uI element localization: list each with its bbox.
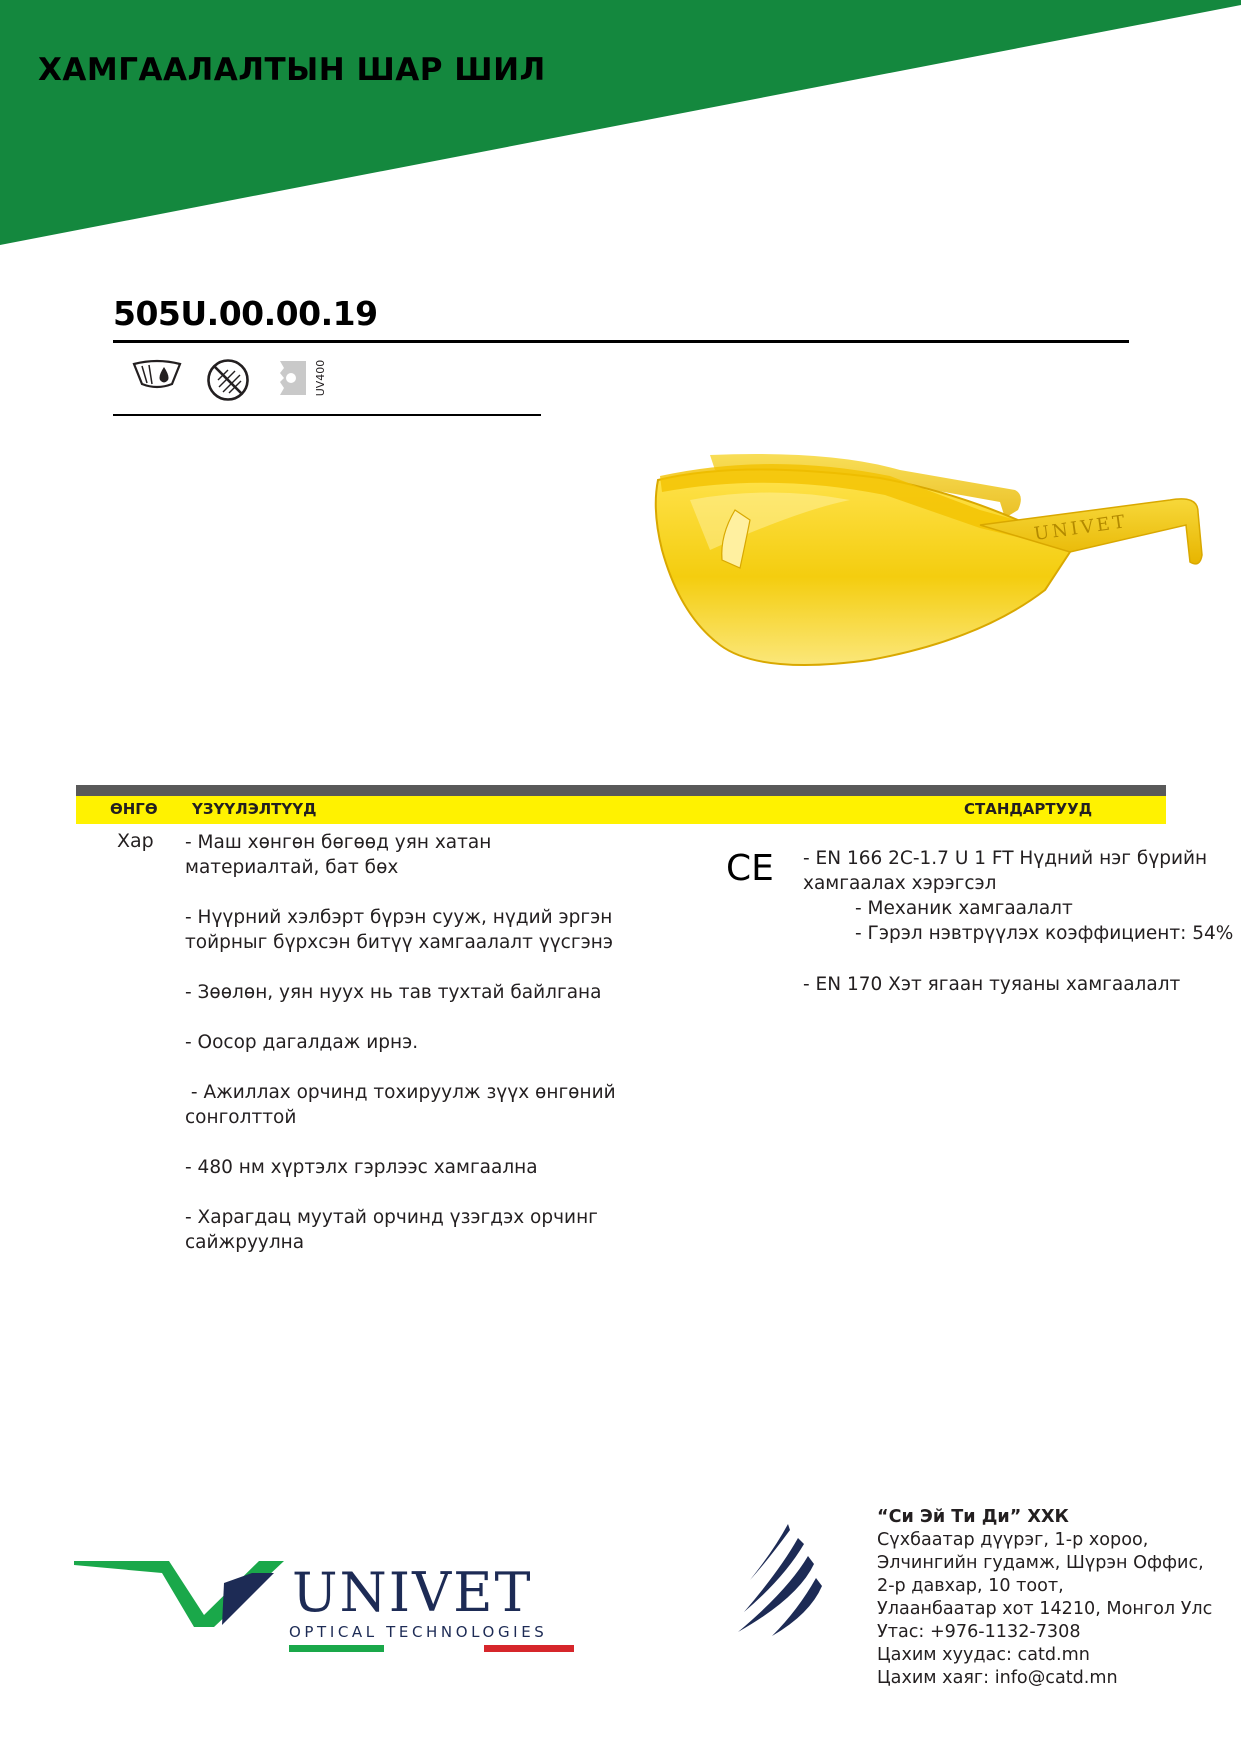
page-title: ХАМГААЛАЛТЫН ШАР ШИЛ: [38, 52, 546, 88]
uv400-label: UV400: [314, 359, 327, 397]
univet-logo: [74, 1555, 584, 1655]
feature-item: - Оосор дагалдаж ирнэ.: [185, 1032, 419, 1053]
feature-item: - Зөөлөн, уян нуух нь тав тухтай байлгана: [185, 982, 602, 1003]
standards-list: [803, 846, 1233, 997]
color-value: Хар: [117, 830, 154, 852]
frame-print: UNIVET: [1032, 511, 1129, 545]
company-phone: Утас: +976-1132-7308: [877, 1622, 1081, 1642]
company-address: Улаанбаатар хот 14210, Монгол Улс: [877, 1599, 1213, 1619]
company-logo-icon: [728, 1520, 838, 1640]
column-header-color: ӨНГӨ: [110, 800, 158, 818]
company-address: Сүхбаатар дүүрэг, 1-р хороо,: [877, 1530, 1149, 1550]
column-header-features: ҮЗҮҮЛЭЛТҮҮД: [192, 800, 317, 818]
company-address: Элчингийн гудамж, Шүрэн Оффис,: [877, 1553, 1204, 1573]
ce-mark-icon: [726, 848, 780, 886]
anti-scratch-icon: [205, 357, 251, 403]
brand-name: UNIVET: [292, 1561, 533, 1624]
company-email: Цахим хаяг: info@catd.mn: [877, 1668, 1118, 1688]
table-header: [76, 796, 1166, 824]
product-image: [650, 440, 1220, 710]
product-code: 505U.00.00.19: [113, 294, 378, 333]
standard-sub-item: - Механик хамгаалалт: [855, 898, 1073, 919]
column-header-standards: СТАНДАРТУУД: [964, 800, 1093, 818]
ce-mark-text: CE: [726, 848, 774, 886]
droplet-on-lens-icon: [130, 357, 184, 397]
company-name: “Си Эй Ти Ди” ХХК: [877, 1507, 1069, 1527]
divider: [113, 340, 1129, 343]
feature-item: - Ажиллах орчинд тохируулж зүүх өнгөний сонголттой: [185, 1082, 622, 1128]
brand-tagline: OPTICAL TECHNOLOGIES: [289, 1623, 548, 1641]
feature-item: - Нүүрний хэлбэрт бүрэн сууж, нүдий эргэн тойрныг бүрхсэн битүү хамгаалалт үүсгэнэ: [185, 907, 613, 953]
header-banner: [0, 0, 1241, 250]
divider: [113, 414, 541, 416]
standard-en166: - EN 166 2C-1.7 U 1 FT Нүдний нэг бүрийн хамгаалах хэрэгсэл: [803, 848, 1208, 894]
feature-item: - 480 нм хүртэлх гэрлээс хамгаална: [185, 1157, 538, 1178]
company-info: [877, 1506, 1212, 1690]
company-address: 2-р давхар, 10 тоот,: [877, 1576, 1064, 1596]
table-top-bar: [76, 785, 1166, 796]
feature-item: - Маш хөнгөн бөгөөд уян хатан материалтай, бат бөх: [185, 832, 492, 878]
standard-sub-item: - Гэрэл нэвтрүүлэх коэффициент: 54%: [855, 923, 1234, 944]
standard-en170: - EN 170 Хэт ягаан туяаны хамгаалалт: [803, 974, 1181, 995]
features-list: [185, 830, 625, 1280]
feature-item: - Харагдац муутай орчинд үзэгдэх орчинг сайжруулна: [185, 1207, 598, 1253]
company-website: Цахим хуудас: catd.mn: [877, 1645, 1090, 1665]
uv400-icon: [278, 357, 332, 401]
